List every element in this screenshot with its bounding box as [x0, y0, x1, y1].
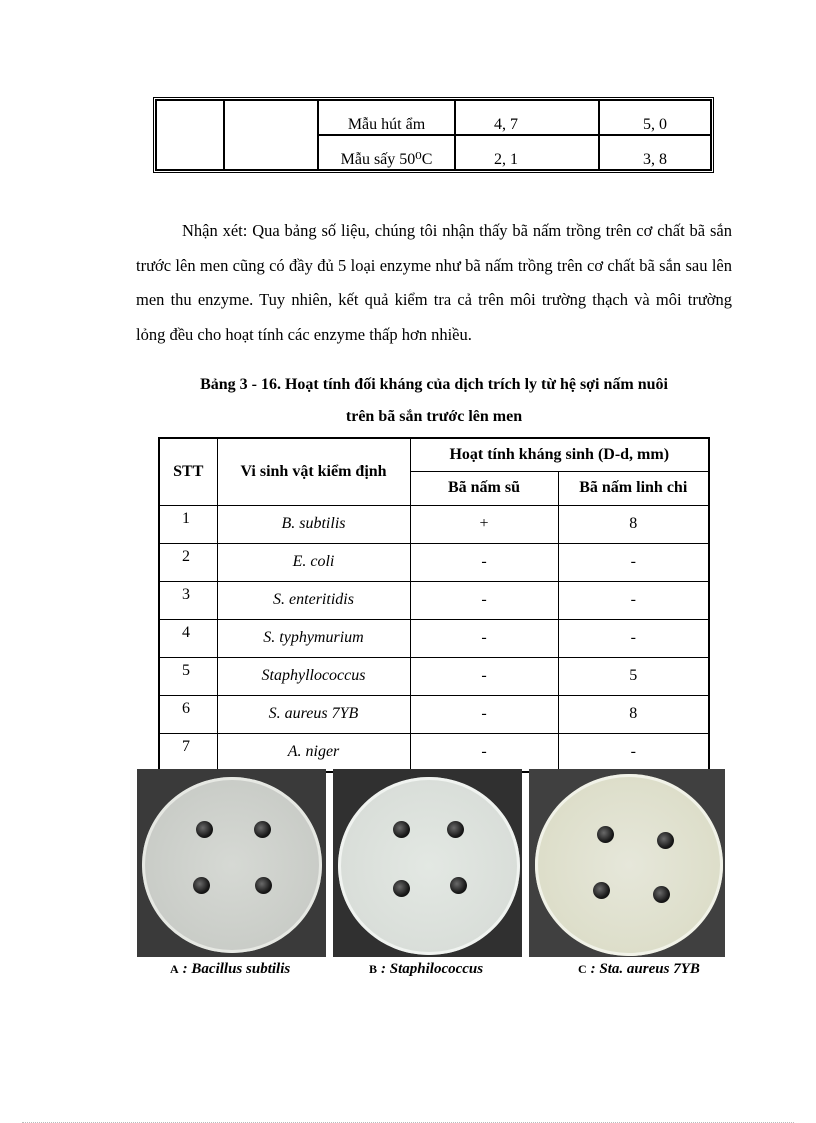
organism-cell: S. typhymurium: [217, 619, 410, 657]
value-cell: -: [410, 581, 558, 619]
photo-label-b: [369, 961, 483, 978]
photo-label-a: [170, 961, 290, 978]
remark-text: Nhận xét: Qua bảng số liệu, chúng tôi nhận thấy bã nấm trồng trên cơ chất bã sắn trước lên men cũng có đầy đủ 5 loại enzyme như bã nấm trồng trên cơ chất bã sắn sau lên men thu enzyme. Tuy nhiên, kết quả kiểm tra cả trên môi trường thạch và môi trường lỏng đều cho hoạt tính các enzyme thấp hơn nhiều.: [136, 221, 732, 344]
stt-cell: 4: [159, 619, 217, 657]
organism-cell: S. enteritidis: [217, 581, 410, 619]
value-cell: 5, 0: [599, 100, 711, 135]
antagonism-table: [158, 437, 710, 773]
value-cell: +: [410, 505, 558, 543]
stt-cell: 5: [159, 657, 217, 695]
organism-cell: S. aureus 7YB: [217, 695, 410, 733]
organism-cell: E. coli: [217, 543, 410, 581]
value-cell: 8: [558, 505, 709, 543]
organism-cell: B. subtilis: [217, 505, 410, 543]
agar-well: [653, 886, 670, 903]
photo-caption: : Sta. aureus 7YB: [590, 961, 700, 977]
value-cell: 5: [558, 657, 709, 695]
table-row: [159, 543, 709, 581]
value-cell: -: [410, 733, 558, 772]
empty-cell: [156, 100, 224, 170]
table-caption-line1: Bảng 3 - 16. Hoạt tính đối kháng của dịch trích ly từ hệ sợi nấm nuôi: [200, 376, 668, 393]
sample-cell: Mẫu hút ẩm: [318, 100, 455, 135]
empty-cell: [224, 100, 318, 170]
agar-well: [593, 882, 610, 899]
petri-dish: [535, 774, 723, 956]
photo-letter: C: [578, 962, 587, 976]
organism-cell: A. niger: [217, 733, 410, 772]
petri-dish: [142, 777, 322, 953]
stt-cell: 2: [159, 543, 217, 581]
photo-letter: B: [369, 962, 378, 976]
table-caption-line2: trên bã sắn trước lên men: [345, 408, 523, 425]
petri-dish-photo-a: [137, 769, 326, 957]
value-cell: -: [558, 619, 709, 657]
petri-dish: [338, 777, 520, 955]
stt-cell: 7: [159, 733, 217, 772]
header-stt: STT: [159, 438, 217, 505]
value-cell: 4, 7: [455, 100, 599, 135]
table-row: [159, 657, 709, 695]
value-cell: 8: [558, 695, 709, 733]
continued-table: [153, 97, 714, 173]
photo-letter: A: [170, 962, 179, 976]
agar-well: [193, 877, 210, 894]
table-row: [159, 581, 709, 619]
photo-caption: : Bacillus subtilis: [182, 961, 291, 977]
value-cell: -: [410, 619, 558, 657]
photo-label-c: [578, 961, 700, 978]
petri-dish-photos: [137, 769, 725, 957]
agar-well: [597, 826, 614, 843]
table-row: [159, 733, 709, 772]
agar-well: [450, 877, 467, 894]
table-row: [159, 695, 709, 733]
header-organism: Vi sinh vật kiểm định: [217, 438, 410, 505]
value-cell: -: [410, 543, 558, 581]
value-cell: -: [558, 733, 709, 772]
header-col1: Bã nấm sũ: [410, 471, 558, 505]
header-col2: Bã nấm linh chi: [558, 471, 709, 505]
value-cell: -: [558, 581, 709, 619]
value-cell: -: [410, 657, 558, 695]
stt-cell: 6: [159, 695, 217, 733]
value-cell: 2, 1: [455, 135, 599, 170]
value-cell: -: [558, 543, 709, 581]
agar-well: [196, 821, 213, 838]
table-row: [159, 619, 709, 657]
agar-well: [657, 832, 674, 849]
stt-cell: 3: [159, 581, 217, 619]
table-row: [159, 505, 709, 543]
agar-well: [254, 821, 271, 838]
petri-dish-photo-b: [333, 769, 522, 957]
table-row: [156, 100, 711, 135]
table-header-row: [159, 438, 709, 471]
value-cell: 3, 8: [599, 135, 711, 170]
organism-cell: Staphyllococcus: [217, 657, 410, 695]
agar-well: [393, 880, 410, 897]
agar-well: [393, 821, 410, 838]
agar-well: [447, 821, 464, 838]
petri-dish-photo-c: [529, 769, 725, 957]
agar-well: [255, 877, 272, 894]
header-activity: Hoạt tính kháng sinh (D-d, mm): [410, 438, 709, 471]
value-cell: -: [410, 695, 558, 733]
photo-caption: : Staphilococcus: [381, 961, 484, 977]
remark-paragraph: [136, 214, 732, 352]
sample-cell: Mẫu sấy 50⁰C: [318, 135, 455, 170]
stt-cell: 1: [159, 505, 217, 543]
